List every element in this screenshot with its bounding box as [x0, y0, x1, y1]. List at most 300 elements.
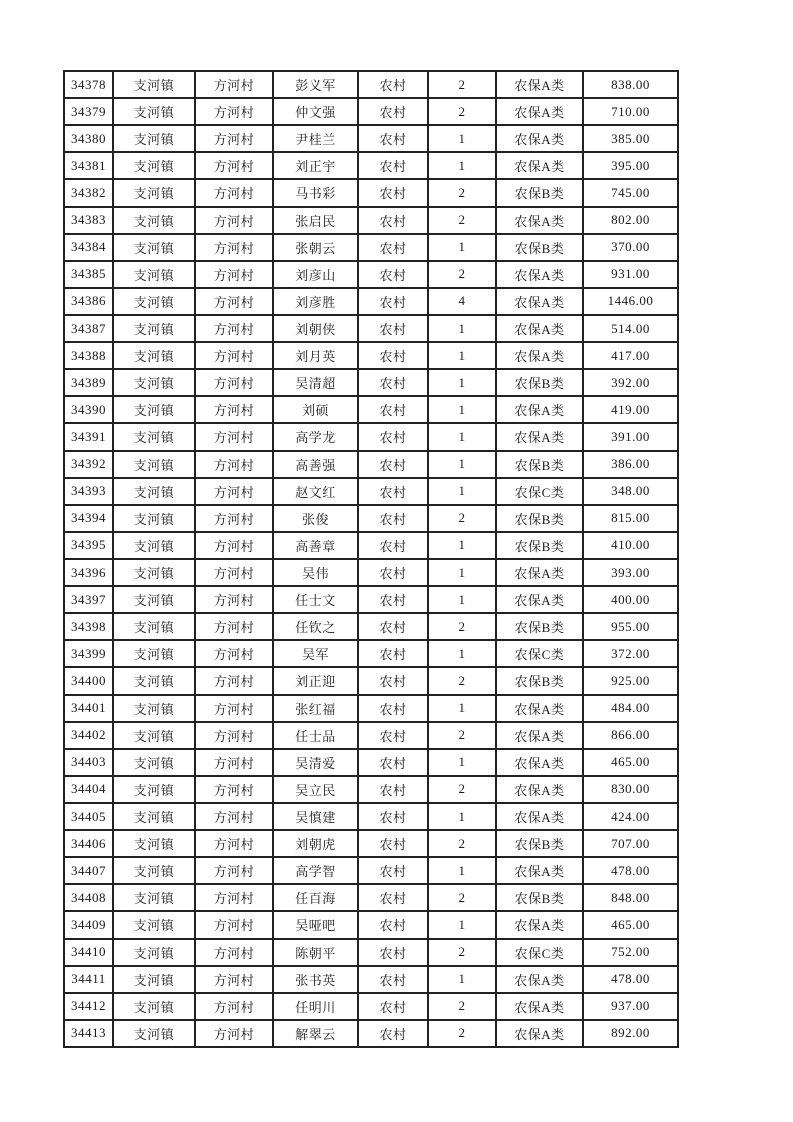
- town-cell: 支河镇: [113, 505, 195, 532]
- person-name-cell: 高学龙: [273, 423, 358, 450]
- record-id-cell: 34412: [64, 993, 113, 1020]
- person-name-cell: 赵文红: [273, 478, 358, 505]
- table-row: [64, 532, 678, 559]
- insurance-category-cell: 农保A类: [496, 559, 583, 586]
- residence-type-cell: 农村: [358, 776, 428, 803]
- village-cell: 方河村: [195, 830, 273, 857]
- amount-cell: 745.00: [583, 179, 678, 206]
- residence-type-cell: 农村: [358, 342, 428, 369]
- town-cell: 支河镇: [113, 98, 195, 125]
- residence-type-cell: 农村: [358, 830, 428, 857]
- insurance-category-cell: 农保A类: [496, 396, 583, 423]
- person-count-cell: 1: [428, 125, 496, 152]
- table-row: [64, 559, 678, 586]
- village-cell: 方河村: [195, 71, 273, 98]
- insurance-category-cell: 农保A类: [496, 803, 583, 830]
- village-cell: 方河村: [195, 1020, 273, 1047]
- town-cell: 支河镇: [113, 315, 195, 342]
- town-cell: 支河镇: [113, 478, 195, 505]
- insurance-category-cell: 农保A类: [496, 695, 583, 722]
- person-name-cell: 陈朝平: [273, 939, 358, 966]
- village-cell: 方河村: [195, 966, 273, 993]
- record-id-cell: 34390: [64, 396, 113, 423]
- residence-type-cell: 农村: [358, 749, 428, 776]
- record-id-cell: 34379: [64, 98, 113, 125]
- record-id-cell: 34398: [64, 613, 113, 640]
- person-name-cell: 任士品: [273, 722, 358, 749]
- amount-cell: 937.00: [583, 993, 678, 1020]
- amount-cell: 848.00: [583, 884, 678, 911]
- record-id-cell: 34394: [64, 505, 113, 532]
- town-cell: 支河镇: [113, 884, 195, 911]
- record-id-cell: 34400: [64, 667, 113, 694]
- amount-cell: 372.00: [583, 640, 678, 667]
- person-count-cell: 2: [428, 613, 496, 640]
- record-id-cell: 34413: [64, 1020, 113, 1047]
- amount-cell: 1446.00: [583, 288, 678, 315]
- amount-cell: 931.00: [583, 261, 678, 288]
- village-cell: 方河村: [195, 667, 273, 694]
- amount-cell: 395.00: [583, 152, 678, 179]
- person-count-cell: 1: [428, 857, 496, 884]
- residence-type-cell: 农村: [358, 857, 428, 884]
- person-count-cell: 1: [428, 559, 496, 586]
- amount-cell: 752.00: [583, 939, 678, 966]
- table-row: [64, 667, 678, 694]
- insurance-category-cell: 农保C类: [496, 939, 583, 966]
- table-row: [64, 342, 678, 369]
- table-row: [64, 830, 678, 857]
- residence-type-cell: 农村: [358, 125, 428, 152]
- record-id-cell: 34382: [64, 179, 113, 206]
- record-id-cell: 34397: [64, 586, 113, 613]
- person-name-cell: 吴军: [273, 640, 358, 667]
- person-name-cell: 张俊: [273, 505, 358, 532]
- person-name-cell: 解翠云: [273, 1020, 358, 1047]
- residence-type-cell: 农村: [358, 993, 428, 1020]
- residence-type-cell: 农村: [358, 966, 428, 993]
- person-name-cell: 高善章: [273, 532, 358, 559]
- insurance-category-cell: 农保A类: [496, 342, 583, 369]
- residence-type-cell: 农村: [358, 478, 428, 505]
- amount-cell: 866.00: [583, 722, 678, 749]
- table-row: [64, 451, 678, 478]
- table-row: [64, 288, 678, 315]
- person-count-cell: 1: [428, 586, 496, 613]
- village-cell: 方河村: [195, 559, 273, 586]
- record-id-cell: 34411: [64, 966, 113, 993]
- record-id-cell: 34391: [64, 423, 113, 450]
- record-id-cell: 34399: [64, 640, 113, 667]
- person-name-cell: 刘彦山: [273, 261, 358, 288]
- record-id-cell: 34383: [64, 207, 113, 234]
- town-cell: 支河镇: [113, 179, 195, 206]
- amount-cell: 484.00: [583, 695, 678, 722]
- insurance-category-cell: 农保C类: [496, 478, 583, 505]
- village-cell: 方河村: [195, 613, 273, 640]
- village-cell: 方河村: [195, 857, 273, 884]
- person-name-cell: 刘硕: [273, 396, 358, 423]
- person-name-cell: 高善强: [273, 451, 358, 478]
- person-count-cell: 2: [428, 207, 496, 234]
- town-cell: 支河镇: [113, 532, 195, 559]
- table-row: [64, 857, 678, 884]
- residence-type-cell: 农村: [358, 451, 428, 478]
- residence-type-cell: 农村: [358, 505, 428, 532]
- record-id-cell: 34381: [64, 152, 113, 179]
- town-cell: 支河镇: [113, 776, 195, 803]
- residence-type-cell: 农村: [358, 695, 428, 722]
- village-cell: 方河村: [195, 939, 273, 966]
- town-cell: 支河镇: [113, 288, 195, 315]
- person-name-cell: 任明川: [273, 993, 358, 1020]
- insurance-category-cell: 农保B类: [496, 505, 583, 532]
- person-name-cell: 任钦之: [273, 613, 358, 640]
- person-count-cell: 1: [428, 640, 496, 667]
- town-cell: 支河镇: [113, 803, 195, 830]
- record-id-cell: 34380: [64, 125, 113, 152]
- town-cell: 支河镇: [113, 261, 195, 288]
- village-cell: 方河村: [195, 478, 273, 505]
- person-count-cell: 1: [428, 152, 496, 179]
- residence-type-cell: 农村: [358, 939, 428, 966]
- residence-type-cell: 农村: [358, 207, 428, 234]
- village-cell: 方河村: [195, 722, 273, 749]
- table-row: [64, 803, 678, 830]
- amount-cell: 514.00: [583, 315, 678, 342]
- village-cell: 方河村: [195, 695, 273, 722]
- person-count-cell: 2: [428, 939, 496, 966]
- residence-type-cell: 农村: [358, 613, 428, 640]
- insurance-category-cell: 农保A类: [496, 98, 583, 125]
- amount-cell: 400.00: [583, 586, 678, 613]
- records-table: [63, 70, 679, 1048]
- person-count-cell: 1: [428, 396, 496, 423]
- town-cell: 支河镇: [113, 559, 195, 586]
- record-id-cell: 34409: [64, 911, 113, 938]
- amount-cell: 465.00: [583, 749, 678, 776]
- amount-cell: 815.00: [583, 505, 678, 532]
- town-cell: 支河镇: [113, 152, 195, 179]
- town-cell: 支河镇: [113, 640, 195, 667]
- table-row: [64, 396, 678, 423]
- table-body: [64, 71, 678, 1047]
- person-name-cell: 高学智: [273, 857, 358, 884]
- village-cell: 方河村: [195, 369, 273, 396]
- amount-cell: 478.00: [583, 857, 678, 884]
- person-count-cell: 4: [428, 288, 496, 315]
- residence-type-cell: 农村: [358, 152, 428, 179]
- town-cell: 支河镇: [113, 911, 195, 938]
- insurance-category-cell: 农保A类: [496, 207, 583, 234]
- residence-type-cell: 农村: [358, 911, 428, 938]
- residence-type-cell: 农村: [358, 369, 428, 396]
- insurance-category-cell: 农保B类: [496, 234, 583, 261]
- person-count-cell: 2: [428, 71, 496, 98]
- person-name-cell: 任士文: [273, 586, 358, 613]
- village-cell: 方河村: [195, 261, 273, 288]
- town-cell: 支河镇: [113, 451, 195, 478]
- town-cell: 支河镇: [113, 993, 195, 1020]
- residence-type-cell: 农村: [358, 803, 428, 830]
- amount-cell: 392.00: [583, 369, 678, 396]
- person-name-cell: 吴慎建: [273, 803, 358, 830]
- insurance-category-cell: 农保A类: [496, 261, 583, 288]
- town-cell: 支河镇: [113, 71, 195, 98]
- town-cell: 支河镇: [113, 857, 195, 884]
- person-name-cell: 张启民: [273, 207, 358, 234]
- table-row: [64, 939, 678, 966]
- person-count-cell: 2: [428, 830, 496, 857]
- insurance-category-cell: 农保B类: [496, 179, 583, 206]
- record-id-cell: 34401: [64, 695, 113, 722]
- village-cell: 方河村: [195, 884, 273, 911]
- table-row: [64, 261, 678, 288]
- residence-type-cell: 农村: [358, 396, 428, 423]
- amount-cell: 393.00: [583, 559, 678, 586]
- record-id-cell: 34393: [64, 478, 113, 505]
- person-name-cell: 刘正迎: [273, 667, 358, 694]
- amount-cell: 417.00: [583, 342, 678, 369]
- village-cell: 方河村: [195, 288, 273, 315]
- amount-cell: 424.00: [583, 803, 678, 830]
- person-name-cell: 张书英: [273, 966, 358, 993]
- amount-cell: 370.00: [583, 234, 678, 261]
- insurance-category-cell: 农保A类: [496, 586, 583, 613]
- town-cell: 支河镇: [113, 423, 195, 450]
- insurance-category-cell: 农保A类: [496, 423, 583, 450]
- insurance-category-cell: 农保A类: [496, 152, 583, 179]
- amount-cell: 348.00: [583, 478, 678, 505]
- person-name-cell: 刘正宇: [273, 152, 358, 179]
- village-cell: 方河村: [195, 640, 273, 667]
- person-count-cell: 1: [428, 911, 496, 938]
- amount-cell: 391.00: [583, 423, 678, 450]
- table-row: [64, 125, 678, 152]
- table-row: [64, 966, 678, 993]
- person-count-cell: 2: [428, 261, 496, 288]
- insurance-category-cell: 农保A类: [496, 857, 583, 884]
- person-name-cell: 张朝云: [273, 234, 358, 261]
- table-row: [64, 749, 678, 776]
- residence-type-cell: 农村: [358, 532, 428, 559]
- village-cell: 方河村: [195, 451, 273, 478]
- amount-cell: 385.00: [583, 125, 678, 152]
- table-row: [64, 613, 678, 640]
- village-cell: 方河村: [195, 586, 273, 613]
- person-name-cell: 刘朝虎: [273, 830, 358, 857]
- residence-type-cell: 农村: [358, 179, 428, 206]
- village-cell: 方河村: [195, 532, 273, 559]
- amount-cell: 955.00: [583, 613, 678, 640]
- town-cell: 支河镇: [113, 125, 195, 152]
- residence-type-cell: 农村: [358, 1020, 428, 1047]
- town-cell: 支河镇: [113, 369, 195, 396]
- residence-type-cell: 农村: [358, 559, 428, 586]
- table-row: [64, 234, 678, 261]
- village-cell: 方河村: [195, 505, 273, 532]
- record-id-cell: 34387: [64, 315, 113, 342]
- person-name-cell: 马书彩: [273, 179, 358, 206]
- record-id-cell: 34402: [64, 722, 113, 749]
- residence-type-cell: 农村: [358, 884, 428, 911]
- residence-type-cell: 农村: [358, 234, 428, 261]
- person-count-cell: 1: [428, 695, 496, 722]
- village-cell: 方河村: [195, 152, 273, 179]
- person-name-cell: 刘彦胜: [273, 288, 358, 315]
- village-cell: 方河村: [195, 234, 273, 261]
- table-row: [64, 315, 678, 342]
- town-cell: 支河镇: [113, 939, 195, 966]
- record-id-cell: 34386: [64, 288, 113, 315]
- person-count-cell: 1: [428, 451, 496, 478]
- amount-cell: 838.00: [583, 71, 678, 98]
- amount-cell: 478.00: [583, 966, 678, 993]
- person-name-cell: 尹桂兰: [273, 125, 358, 152]
- table-row: [64, 1020, 678, 1047]
- village-cell: 方河村: [195, 98, 273, 125]
- table-row: [64, 179, 678, 206]
- village-cell: 方河村: [195, 125, 273, 152]
- person-count-cell: 1: [428, 342, 496, 369]
- insurance-category-cell: 农保A类: [496, 1020, 583, 1047]
- table-row: [64, 98, 678, 125]
- amount-cell: 386.00: [583, 451, 678, 478]
- amount-cell: 892.00: [583, 1020, 678, 1047]
- person-name-cell: 吴清超: [273, 369, 358, 396]
- village-cell: 方河村: [195, 207, 273, 234]
- record-id-cell: 34385: [64, 261, 113, 288]
- amount-cell: 410.00: [583, 532, 678, 559]
- table-row: [64, 640, 678, 667]
- village-cell: 方河村: [195, 993, 273, 1020]
- insurance-category-cell: 农保A类: [496, 288, 583, 315]
- town-cell: 支河镇: [113, 396, 195, 423]
- amount-cell: 465.00: [583, 911, 678, 938]
- person-count-cell: 2: [428, 884, 496, 911]
- table-row: [64, 586, 678, 613]
- record-id-cell: 34406: [64, 830, 113, 857]
- record-id-cell: 34396: [64, 559, 113, 586]
- insurance-category-cell: 农保B类: [496, 451, 583, 478]
- insurance-category-cell: 农保B类: [496, 532, 583, 559]
- person-count-cell: 2: [428, 505, 496, 532]
- record-id-cell: 34392: [64, 451, 113, 478]
- village-cell: 方河村: [195, 803, 273, 830]
- record-id-cell: 34403: [64, 749, 113, 776]
- town-cell: 支河镇: [113, 722, 195, 749]
- person-count-cell: 1: [428, 532, 496, 559]
- record-id-cell: 34389: [64, 369, 113, 396]
- residence-type-cell: 农村: [358, 667, 428, 694]
- amount-cell: 830.00: [583, 776, 678, 803]
- insurance-category-cell: 农保A类: [496, 966, 583, 993]
- person-count-cell: 1: [428, 369, 496, 396]
- table-row: [64, 722, 678, 749]
- person-name-cell: 吴清爱: [273, 749, 358, 776]
- insurance-category-cell: 农保B类: [496, 613, 583, 640]
- amount-cell: 707.00: [583, 830, 678, 857]
- table-row: [64, 776, 678, 803]
- record-id-cell: 34407: [64, 857, 113, 884]
- village-cell: 方河村: [195, 315, 273, 342]
- village-cell: 方河村: [195, 342, 273, 369]
- person-name-cell: 彭义军: [273, 71, 358, 98]
- village-cell: 方河村: [195, 396, 273, 423]
- insurance-category-cell: 农保A类: [496, 749, 583, 776]
- residence-type-cell: 农村: [358, 71, 428, 98]
- amount-cell: 419.00: [583, 396, 678, 423]
- town-cell: 支河镇: [113, 966, 195, 993]
- table-row: [64, 152, 678, 179]
- person-name-cell: 吴立民: [273, 776, 358, 803]
- person-name-cell: 刘朝侠: [273, 315, 358, 342]
- residence-type-cell: 农村: [358, 315, 428, 342]
- record-id-cell: 34404: [64, 776, 113, 803]
- insurance-category-cell: 农保A类: [496, 993, 583, 1020]
- table-row: [64, 505, 678, 532]
- person-count-cell: 1: [428, 803, 496, 830]
- insurance-category-cell: 农保A类: [496, 722, 583, 749]
- person-count-cell: 2: [428, 722, 496, 749]
- person-name-cell: 吴伟: [273, 559, 358, 586]
- village-cell: 方河村: [195, 911, 273, 938]
- insurance-category-cell: 农保B类: [496, 667, 583, 694]
- person-count-cell: 1: [428, 966, 496, 993]
- table-row: [64, 695, 678, 722]
- town-cell: 支河镇: [113, 695, 195, 722]
- person-count-cell: 2: [428, 667, 496, 694]
- person-name-cell: 任百海: [273, 884, 358, 911]
- person-count-cell: 1: [428, 478, 496, 505]
- person-count-cell: 1: [428, 315, 496, 342]
- person-count-cell: 2: [428, 993, 496, 1020]
- residence-type-cell: 农村: [358, 423, 428, 450]
- town-cell: 支河镇: [113, 613, 195, 640]
- insurance-category-cell: 农保B类: [496, 369, 583, 396]
- insurance-category-cell: 农保A类: [496, 911, 583, 938]
- record-id-cell: 34378: [64, 71, 113, 98]
- insurance-category-cell: 农保A类: [496, 71, 583, 98]
- insurance-category-cell: 农保B类: [496, 884, 583, 911]
- town-cell: 支河镇: [113, 234, 195, 261]
- residence-type-cell: 农村: [358, 261, 428, 288]
- person-count-cell: 2: [428, 98, 496, 125]
- insurance-category-cell: 农保A类: [496, 315, 583, 342]
- town-cell: 支河镇: [113, 342, 195, 369]
- table-row: [64, 369, 678, 396]
- person-count-cell: 2: [428, 1020, 496, 1047]
- residence-type-cell: 农村: [358, 98, 428, 125]
- table-row: [64, 478, 678, 505]
- town-cell: 支河镇: [113, 1020, 195, 1047]
- residence-type-cell: 农村: [358, 722, 428, 749]
- residence-type-cell: 农村: [358, 288, 428, 315]
- town-cell: 支河镇: [113, 749, 195, 776]
- amount-cell: 925.00: [583, 667, 678, 694]
- town-cell: 支河镇: [113, 830, 195, 857]
- town-cell: 支河镇: [113, 586, 195, 613]
- residence-type-cell: 农村: [358, 586, 428, 613]
- person-name-cell: 张红福: [273, 695, 358, 722]
- town-cell: 支河镇: [113, 207, 195, 234]
- person-count-cell: 1: [428, 749, 496, 776]
- insurance-category-cell: 农保C类: [496, 640, 583, 667]
- person-name-cell: 吴哑吧: [273, 911, 358, 938]
- person-name-cell: 仲文强: [273, 98, 358, 125]
- record-id-cell: 34408: [64, 884, 113, 911]
- insurance-category-cell: 农保A类: [496, 776, 583, 803]
